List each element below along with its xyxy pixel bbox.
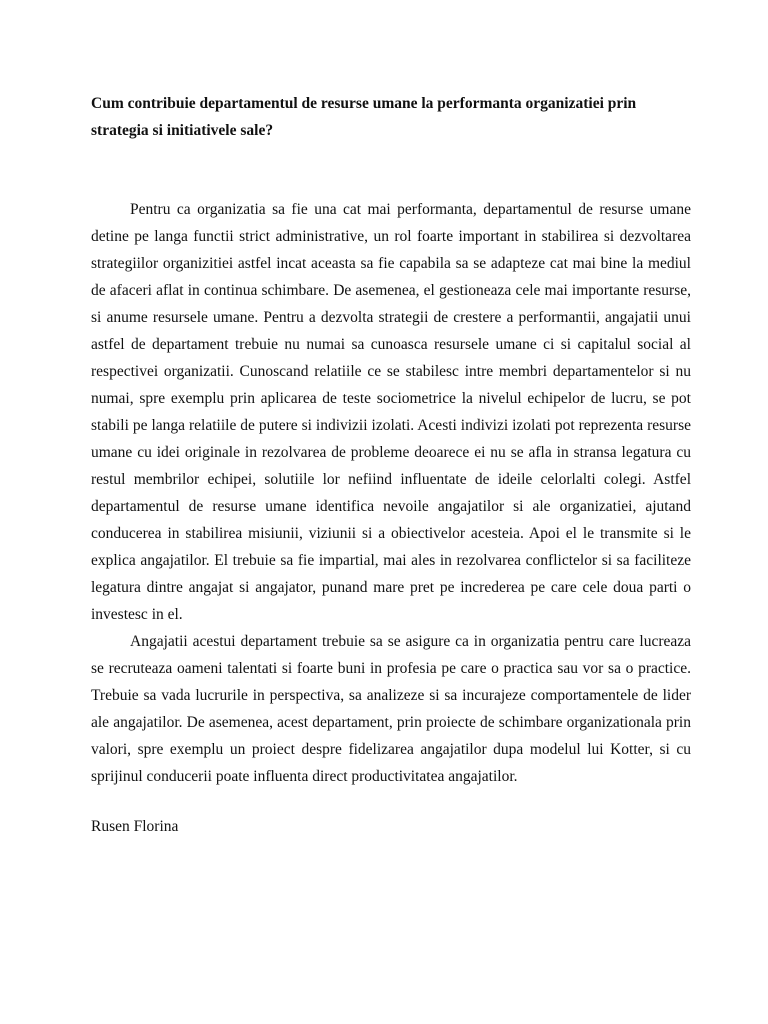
- document-body: [91, 196, 691, 790]
- author-name: Rusen Florina: [91, 818, 179, 835]
- document-title: Cum contribuie departamentul de resurse umane la performanta organizatiei prin strategia si initiativele sale?: [91, 95, 637, 139]
- paragraph-1: Pentru ca organizatia sa fie una cat mai performanta, departamentul de resurse umane detine pe langa functii strict administrative, un rol foarte important in stabilirea si dezvoltarea strategiilor organizitiei astfel incat aceasta sa fie capabila sa se adapteze cat mai bine la mediul de afaceri aflat in continua schimbare. De asemenea, el gestioneaza cele mai importante resurse, si anume resursele umane. Pentru a dezvolta strategii de crestere a performantii, angajatii unui astfel de departament trebuie nu numai sa cunoasca resursele umane ci si capitalul social al respectivei organizatii. Cunoscand relatiile ce se stabilesc intre membri departamentelor si nu numai, spre exemplu prin aplicarea de teste sociometrice la nivelul echipelor de lucru, se pot stabili pe langa relatiile de putere si indivizii izolati. Acesti indivizi izolati pot reprezenta resurse umane cu idei originale in rezolvarea de probleme deoarece ei nu se afla in stransa legatura cu restul membrilor echipei, solutiile lor nefiind influentate de ideile celorlalti colegi. Astfel departamentul de resurse umane identifica nevoile angajatilor si ale organizatiei, ajutand conducerea in stabilirea misiunii, viziunii si a obiectivelor acesteia. Apoi el le transmite si le explica angajatilor. El trebuie sa fie impartial, mai ales in rezolvarea conflictelor si sa faciliteze legatura dintre angajat si angajator, punand mare pret pe increderea pe care cele doua parti o investesc in el.: [91, 201, 691, 623]
- paragraph-2: Angajatii acestui departament trebuie sa se asigure ca in organizatia pentru care lucreaza se recruteaza oameni talentati si foarte buni in profesia pe care o practica sau vor sa o practice. Trebuie sa vada lucrurile in perspectiva, sa analizeze si sa incurajeze comportamentele de lider ale angajatilor. De asemenea, acest departament, prin proiecte de schimbare organizationala prin valori, spre exemplu un proiect despre fidelizarea angajatilor dupa modelul lui Kotter, si cu sprijinul conducerii poate influenta direct productivitatea angajatilor.: [91, 633, 691, 785]
